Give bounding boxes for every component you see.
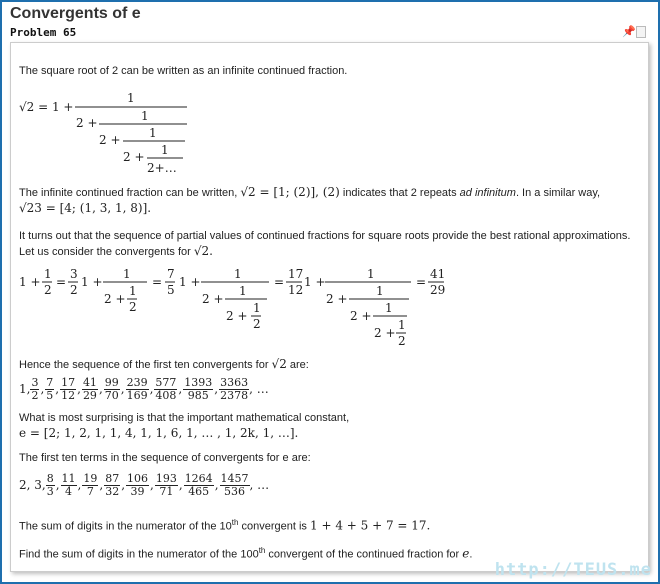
convergent-fraction: $\frac{3}{2}$ <box>31 376 39 402</box>
svg-text:17: 17 <box>288 267 304 281</box>
svg-text:1 +: 1 + <box>304 275 326 289</box>
notation-text: The infinite continued fraction can be written, √2 = [1; (2)], (2) indicates that 2 repeats ad infinitum. In a similar way, √23 = [4; (1, 3, 1, 8)]. <box>19 185 601 215</box>
svg-text:2 +: 2 + <box>350 309 372 323</box>
svg-text:2: 2 <box>129 300 137 314</box>
sqrt2-sequence-text: Hence the sequence of the first ten convergents for √2 are: <box>19 357 309 371</box>
svg-text:1: 1 <box>239 284 247 298</box>
convergent-fraction: $\frac{99}{70}$ <box>104 376 119 402</box>
svg-text:41: 41 <box>430 267 446 281</box>
svg-text:1: 1 <box>129 284 137 298</box>
e-convergents-sequence: 2, 3, $\frac{8}{3}$ , $\frac{11}{4}$ , $\frac{19}{7}$ , $\frac{87}{32}$ , $\frac{106}{39}$ , $\frac{193}{71}$ , $\frac{1264}{465}$ , $\frac{1457}{536}$ , … <box>19 472 270 498</box>
e-continued-fraction-text: What is most surprising is that the important mathematical constant, e = [2; 1, 2, 1, 1, 4, 1, 1, 6, 1, … , 1, 2k, 1, …]. <box>19 412 350 440</box>
cf-denominator-4: 2+… <box>147 161 177 175</box>
e-notation: e = [2; 1, 2, 1, 1, 4, 1, 1, 6, 1, … , 1, 2k, 1, …]. <box>19 426 299 440</box>
svg-text:2: 2 <box>70 283 78 297</box>
sqrt23-notation: √23 = [4; (1, 3, 1, 8)]. <box>19 201 152 215</box>
convergent-fraction: $\frac{239}{169}$ <box>126 376 148 402</box>
convergent-fraction: $\frac{1393}{985}$ <box>184 376 213 402</box>
convergent-fraction: $\frac{106}{39}$ <box>127 472 149 498</box>
svg-text:2 +: 2 + <box>326 292 348 306</box>
svg-text:1: 1 <box>44 267 52 281</box>
convergent-fraction: $\frac{17}{12}$ <box>61 376 76 402</box>
cf-denominator-2: 2 + <box>99 133 121 147</box>
convergent-fraction: $\frac{7}{5}$ <box>46 376 54 402</box>
svg-text:3: 3 <box>70 267 78 281</box>
toolbar-icons <box>622 26 646 38</box>
svg-text:2: 2 <box>253 317 261 331</box>
svg-text:1: 1 <box>376 284 384 298</box>
pin-icon[interactable]: 📌 <box>622 26 636 38</box>
svg-text:1: 1 <box>234 267 242 281</box>
svg-text:1: 1 <box>253 301 261 315</box>
cf-numerator-4: 1 <box>161 143 169 157</box>
cf-numerator-1: 1 <box>127 91 135 105</box>
svg-text:1 +: 1 + <box>179 275 201 289</box>
svg-text:1: 1 <box>385 301 393 315</box>
convergent-fraction: $\frac{8}{3}$ <box>46 472 54 498</box>
svg-text:7: 7 <box>167 267 175 281</box>
svg-text:1: 1 <box>367 267 375 281</box>
e-sequence-text: The first ten terms in the sequence of convergents for e are: <box>19 452 311 464</box>
svg-text:2 +: 2 + <box>374 326 396 340</box>
convergent-fraction: $\frac{11}{4}$ <box>61 472 76 498</box>
sqrt2-notation: √2 = [1; (2)], (2) <box>240 185 340 199</box>
sqrt2-continued-fraction <box>19 91 219 175</box>
cf-numerator-3: 1 <box>149 126 157 140</box>
svg-text:2 +: 2 + <box>226 309 248 323</box>
convergent-fraction: $\frac{19}{7}$ <box>83 472 98 498</box>
svg-text:1: 1 <box>123 267 131 281</box>
convergent-fraction: $\frac{577}{408}$ <box>155 376 177 402</box>
convergent-fraction: $\frac{193}{71}$ <box>155 472 177 498</box>
svg-text:1 +: 1 + <box>81 275 103 289</box>
page-title: Convergents of e <box>10 5 141 22</box>
svg-text:2: 2 <box>398 334 406 348</box>
watermark: http://TEUS.me <box>494 560 652 580</box>
svg-text:=: = <box>152 275 163 289</box>
svg-text:1 +: 1 + <box>19 275 41 289</box>
intro-text: The square root of 2 can be written as an infinite continued fraction. <box>19 65 348 77</box>
problem-number: Problem 65 <box>10 26 77 39</box>
digit-sum-example-text: The sum of digits in the numerator of the 10th convergent is 1 + 4 + 5 + 7 = 17. <box>19 518 431 533</box>
document-icon[interactable] <box>636 26 646 38</box>
svg-text:1: 1 <box>398 318 406 332</box>
cf-numerator-2: 1 <box>141 109 149 123</box>
svg-text:2 +: 2 + <box>202 292 224 306</box>
problem-content-panel <box>10 42 649 572</box>
convergent-fraction: $\frac{3363}{2378}$ <box>220 376 249 402</box>
svg-text:=: = <box>56 275 67 289</box>
cf-denominator-1: 2 + <box>76 116 98 130</box>
convergent-fraction: $\frac{41}{29}$ <box>82 376 97 402</box>
svg-text:5: 5 <box>167 283 175 297</box>
question-text: Find the sum of digits in the numerator of the 100th convergent of the continued fraction for e. <box>19 546 473 561</box>
convergent-fraction: $\frac{1457}{536}$ <box>220 472 249 498</box>
sqrt2-convergents-sequence: 1, $\frac{3}{2}$ , $\frac{7}{5}$ , $\frac{17}{12}$ , $\frac{41}{29}$ , $\frac{99}{70}$ , $\frac{239}{169}$ , $\frac{577}{408}$ , $\frac{1393}{985}$ , $\frac{3363}{2378}$ , … <box>19 376 269 402</box>
svg-text:29: 29 <box>430 283 446 297</box>
cf-denominator-3: 2 + <box>123 150 145 164</box>
svg-text:2 +: 2 + <box>104 292 126 306</box>
svg-text:=: = <box>274 275 285 289</box>
convergents-intro-text: It turns out that the sequence of partial values of continued fractions for square roots provide the best rational approximations. Let us consider the convergents for √2. <box>19 230 631 258</box>
sqrt2-convergents-expansion <box>19 265 449 351</box>
svg-text:2: 2 <box>44 283 52 297</box>
convergent-fraction: $\frac{1264}{465}$ <box>184 472 213 498</box>
convergent-fraction: $\frac{87}{32}$ <box>105 472 120 498</box>
svg-text:12: 12 <box>288 283 304 297</box>
svg-text:=: = <box>416 275 427 289</box>
sqrt2-lhs: √2 = 1 + <box>19 100 74 114</box>
